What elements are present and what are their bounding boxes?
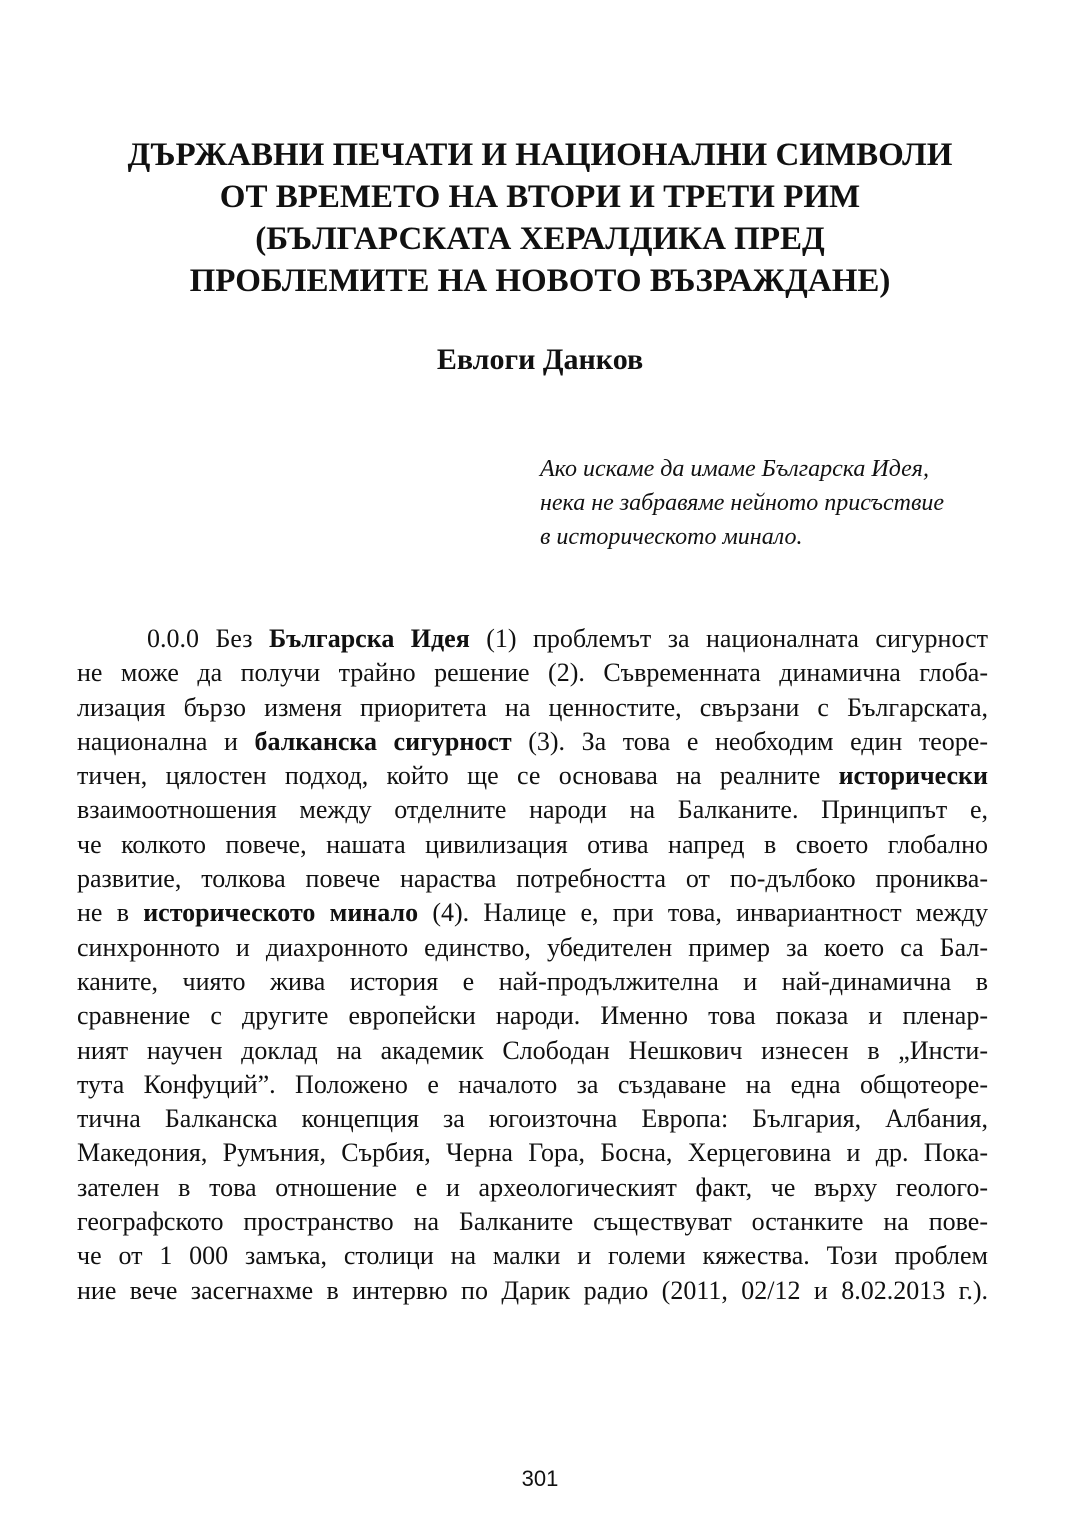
bold-term: балканска сигурност [254,726,512,756]
epigraph-line: нека не забравяме нейното присъствие [540,490,945,516]
text-run: тичен, цялостен подход, който ще се основава на реалните [77,761,839,791]
body-line: ние вече засегнахме в интервю по Дарик радио (2011, 02/12 и 8.02.2013 г.). [77,1275,988,1305]
author-name: Евлоги Данков [436,343,644,376]
body-line: тична Балканска концепция за югоизточна Европа: България, Албания, [77,1104,988,1134]
epigraph [540,452,1010,554]
body-line: не може да получи трайно решение (2). Съвременната динамична глоба- [77,658,988,688]
body-line: каните, чиято жива история е най-продължителна и най-динамична в [77,966,988,996]
bold-term: Българска Идея [268,624,470,653]
text-run: (3). За това е необходим един теоре- [511,726,988,756]
body-line: Македония, Румъния, Сърбия, Черна Гора, Босна, Херцеговина и др. Пока- [77,1138,988,1168]
body-line [77,622,988,656]
title-line: (БЪЛГАРСКАТА ХЕРАЛДИКА ПРЕД [255,221,825,257]
body-line: че колкото повече, нашата цивилизация отива напред в своето глобално [77,829,988,859]
body-line: синхронното и диахронното единство, убедителен пример за което са Бал- [77,932,988,962]
bold-term: исторически [838,761,988,791]
body-line: тута Конфуций”. Положено е началото за създаване на една общотеоре- [77,1069,988,1099]
body-line: взаимоотношения между отделните народи на Балканите. Принципът е, [77,795,988,825]
text-run: не в [77,898,144,928]
article-title [60,134,1020,302]
text-run: 0.0.0 Без [147,624,269,653]
body-line [77,725,988,759]
body-paragraph [77,622,988,1308]
title-line: ПРОБЛЕМИТЕ НА НОВОТО ВЪЗРАЖДАНЕ) [189,263,891,299]
title-line: ДЪРЖАВНИ ПЕЧАТИ И НАЦИОНАЛНИ СИМВОЛИ [127,137,953,173]
body-line: зателен в това отношение е и археологическият факт, че върху геолого- [77,1172,988,1202]
epigraph-line: в историческото минало. [540,524,803,550]
body-line: лизация бързо изменя приоритета на ценностите, свързани с Българската, [77,692,988,722]
bold-term: историческото минало [143,898,419,928]
body-line: развитие, толкова повече нараства потребността от по-дълбоко прониква- [77,864,988,894]
text-run: (1) проблемът за националната сигурност [469,624,988,653]
text-run: национална и [77,726,255,756]
body-line: ният научен доклад на академик Слободан Нешкович изнесен в „Инсти- [77,1035,988,1065]
body-line: че от 1 000 замъка, столици на малки и големи кяжества. Този проблем [77,1241,988,1271]
text-run: (4). Налице е, при това, инвариантност между [418,898,988,928]
body-line [77,759,988,793]
body-line: сравнение с другите европейски народи. Именно това показа и пленар- [77,1001,988,1031]
epigraph-line: Ако искаме да имаме Българска Идея, [540,456,929,482]
body-line [77,896,988,930]
body-line: географското пространство на Балканите съществуват останките на пове- [77,1207,988,1237]
page-number: 301 [521,1466,559,1491]
title-line: ОТ ВРЕМЕТО НА ВТОРИ И ТРЕТИ РИМ [219,179,861,215]
